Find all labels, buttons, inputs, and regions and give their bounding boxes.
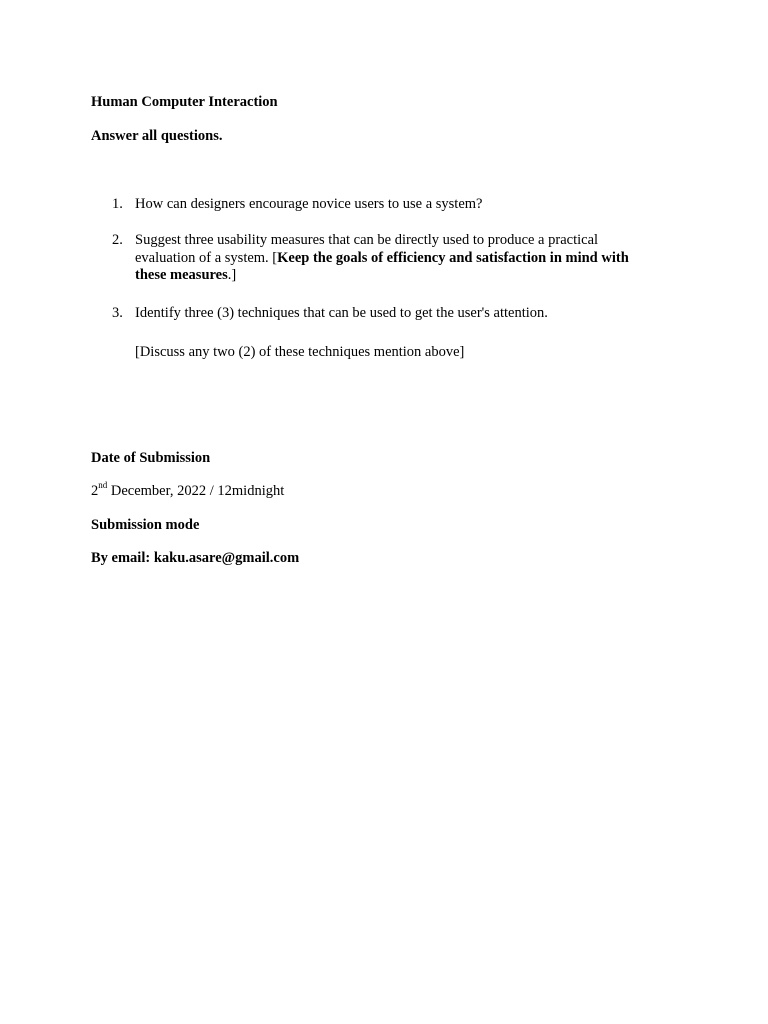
- question-2-number: 2.: [112, 232, 123, 248]
- question-2-text-after: .]: [227, 267, 237, 283]
- question-2-text-bold: Keep the goals of efficiency and satisfaction in mind with these measures: [135, 249, 629, 283]
- question-1-text: How can designers encourage novice users to use a system?: [135, 196, 483, 212]
- submission-date: [91, 482, 284, 500]
- question-3-number: 3.: [112, 305, 123, 321]
- question-1: [112, 196, 652, 214]
- question-3-text: Identify three (3) techniques that can be used to get the user's attention.: [135, 305, 548, 321]
- submission-date-day: 2: [91, 483, 99, 499]
- submission-mode-value: By email: kaku.asare@gmail.com: [91, 550, 300, 566]
- question-3: [112, 305, 652, 323]
- submission-date-rest: December, 2022 / 12midnight: [107, 483, 285, 499]
- question-2-text: [135, 232, 652, 285]
- submission-date-label: Date of Submission: [91, 450, 211, 466]
- question-3-note-block: [112, 344, 652, 362]
- question-2: [112, 232, 652, 285]
- document-title: Human Computer Interaction: [91, 94, 278, 110]
- submission-mode-label: Submission mode: [91, 517, 200, 533]
- instruction-text: Answer all questions.: [91, 128, 223, 144]
- question-2-text-before: Suggest three usability measures that can be directly used to produce a practical evaluation of a system. [: [135, 232, 599, 266]
- submission-date-suffix: nd: [98, 480, 108, 491]
- question-3-note: [Discuss any two (2) of these techniques mention above]: [135, 344, 465, 360]
- question-1-number: 1.: [112, 196, 123, 212]
